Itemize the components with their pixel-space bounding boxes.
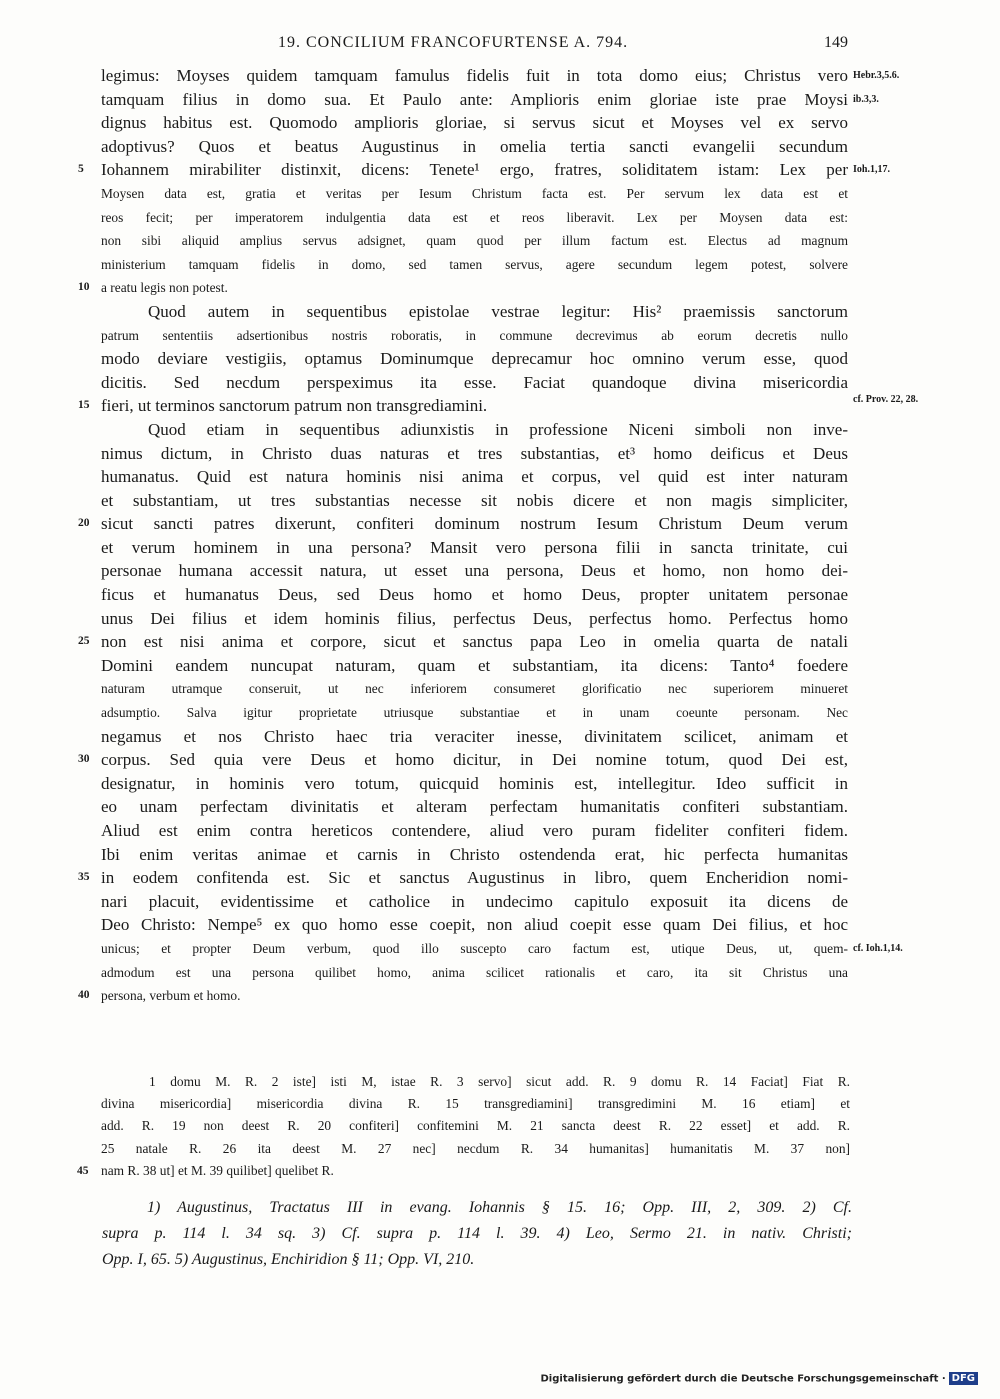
line-number: 40 [78, 989, 90, 1002]
dfg-credit [541, 1372, 979, 1385]
text-line [101, 111, 848, 135]
critical-apparatus [77, 1071, 850, 1182]
line-text: fieri, ut terminos sanctorum patrum non transgrediamini. [101, 396, 488, 416]
text-line [101, 253, 848, 277]
footnotes [102, 1195, 852, 1273]
line-text: persona, verbum et homo. [101, 988, 241, 1004]
line-number: 25 [78, 635, 90, 648]
text-line [78, 866, 848, 890]
text-line [101, 795, 848, 819]
text-line [101, 182, 848, 206]
page-number: 149 [824, 34, 848, 51]
text-line [78, 158, 890, 182]
text-line [101, 418, 848, 442]
line-text: negamus et nos Christo haec tria veraciter inesse, divinitatem scilicet, animam et [101, 726, 848, 746]
line-text: a reatu legis non potest. [101, 280, 228, 296]
credit-text: Digitalisierung gefördert durch die Deutsche Forschungsgemeinschaft · [540, 1373, 946, 1385]
line-text: in eodem confitenda est. Sic et sanctus Augustinus in libro, quem Encheridion nomi- [101, 868, 848, 888]
text-line [78, 748, 848, 772]
apparatus-line [101, 1093, 850, 1115]
line-text: admodum est una persona quilibet homo, anima scilicet rationalis et caro, ita sit Christus una [101, 964, 848, 980]
margin-reference: cf. Ioh.1,14. [853, 942, 903, 954]
text-line [101, 64, 900, 88]
main-text [78, 64, 919, 1008]
text-line [101, 442, 848, 466]
line-text: Ibi enim veritas animae et carnis in Christo ostendenda erat, hic perfecta humanitas [101, 844, 848, 864]
text-line [101, 772, 848, 796]
line-text: non sibi aliquid amplius servus adsignet, quam quod per illum factum est. Electus ad magnum [101, 233, 848, 249]
line-text: et substantiam, ut tres substantias necesse sit nobis dicere et non magis simpliciter, [101, 490, 848, 510]
text-line [101, 300, 848, 324]
text-line [101, 961, 848, 985]
apparatus-text: add. R. 19 non deest R. 20 confiteri] confitemini M. 21 sancta deest R. 22 esset] et add. R. [101, 1118, 850, 1134]
text-line [101, 819, 848, 843]
line-text: corpus. Sed quia vere Deus et homo dicitur, in Dei nomine totum, quod Dei est, [101, 750, 848, 770]
text-line [78, 512, 848, 536]
line-text: unus Dei filius et idem hominis filius, perfectus Deus, perfectus homo. Perfectus homo [101, 608, 848, 628]
text-line [101, 913, 848, 937]
text-line [78, 276, 848, 300]
line-text: Moysen data est, gratia et veritas per Iesum Christum facta est. Per servum lex data est et [101, 185, 848, 201]
apparatus-line [101, 1115, 850, 1137]
text-line [78, 630, 848, 654]
text-line [101, 465, 848, 489]
line-number: 5 [78, 163, 84, 176]
line-text: Quod etiam in sequentibus adiunxistis in professione Niceni simboli non inve- [148, 419, 848, 439]
text-line [101, 725, 848, 749]
line-text: adoptivus? Quos et beatus Augustinus in omelia tertia sancti evangelii secundum [101, 136, 848, 156]
text-line [101, 701, 848, 725]
line-text: et verum hominem in una persona? Mansit vero persona filii in sancta trinitate, cui [101, 537, 848, 557]
text-line [101, 489, 848, 513]
line-number: 10 [78, 281, 90, 294]
apparatus-line [101, 1138, 850, 1160]
text-line [101, 536, 848, 560]
apparatus-text: 25 natale R. 26 ita deest M. 27 nec] necdum R. 34 humanitas] humanitatis M. 37 non] [101, 1140, 850, 1156]
text-line [78, 984, 848, 1008]
text-line [101, 229, 848, 253]
apparatus-line [77, 1160, 850, 1182]
apparatus-line [101, 1071, 850, 1093]
text-line [101, 324, 848, 348]
text-line [101, 135, 848, 159]
text-line [101, 347, 848, 371]
footnote-line: supra p. 114 l. 34 sq. 3) Cf. supra p. 114 l. 39. 4) Leo, Sermo 21. in nativ. Christi; [102, 1225, 852, 1242]
margin-reference: Hebr.3,5.6. [853, 70, 900, 81]
text-line [101, 677, 848, 701]
apparatus-text: nam R. 38 ut] et M. 39 quilibet] quelibet R. [101, 1162, 334, 1178]
footnote-line: Opp. I, 65. 5) Augustinus, Enchiridion § 11; Opp. VI, 210. [102, 1251, 475, 1268]
line-text: designatur, in hominis vero totum, quicquid hominis est, intellegitur. Ideo sufficit in [101, 773, 848, 793]
text-line [101, 559, 848, 583]
line-text: nari placuit, evidentissime et catholice in undecimo capitulo exposuit ita dicens de [101, 891, 848, 911]
line-text: Iohannem mirabiliter distinxit, dicens: Tenete¹ ergo, fratres, soliditatem istam: Lex per [101, 160, 848, 180]
line-text: Domini eandem nuncupat naturam, quam et substantiam, ita dicens: Tanto⁴ foedere [101, 655, 848, 675]
line-number: 35 [78, 871, 90, 884]
apparatus-text: 1 domu M. R. 2 iste] isti M, istae R. 3 servo] sicut add. R. 9 domu R. 14 Faciat] Fiat R. [149, 1074, 850, 1089]
text-line [101, 937, 903, 961]
line-text: ficus et humanatus Deus, sed Deus homo et homo Deus, propter unitatem personae [101, 585, 848, 605]
line-number: 20 [78, 517, 90, 530]
text-line [101, 583, 848, 607]
line-text: Quod autem in sequentibus epistolae vestrae legitur: His² praemissis sanctorum [148, 301, 848, 321]
line-text: personae humana accessit natura, ut esset una persona, Deus et homo, non homo dei- [101, 561, 848, 581]
page-header [100, 34, 850, 58]
line-text: reos fecit; per imperatorem indulgentia data est et reos liberavit. Lex per Moysen data est: [101, 209, 848, 225]
line-text: Deo Christo: Nempe⁵ ex quo homo esse coepit, non aliud coepit esse quam Dei filius, et hoc [101, 915, 848, 935]
line-number: 30 [78, 753, 90, 766]
line-text: eo unam perfectam divinitatis et alteram perfectam humanitatis confiteri substantiam. [101, 797, 848, 817]
line-text: nimus dictum, in Christo duas naturas et tres substantias, et³ homo deificus et Deus [101, 443, 848, 463]
text-line [78, 394, 919, 418]
line-text: humanatus. Quid est natura hominis nisi anima et corpus, vel quid est inter naturam [101, 467, 848, 487]
line-text: ministerium tamquam fidelis in domo, sed tamen servus, agere secundum legem potest, solvere [101, 256, 848, 272]
line-text: tamquam filius in domo sua. Et Paulo ante: Amplioris enim gloriae iste prae Moysi [101, 89, 848, 109]
dfg-logo-icon: DFG [949, 1372, 978, 1385]
line-text: naturam utramque conseruit, ut nec inferiorem consumeret glorificatio nec superiorem minueret [101, 681, 848, 697]
running-title: 19. CONCILIUM FRANCOFURTENSE A. 794. [278, 34, 629, 51]
text-line [101, 654, 848, 678]
line-text: adsumptio. Salva igitur proprietate utriusque substantiae et in unam coeunte personam. Nec [101, 705, 848, 721]
line-number: 45 [77, 1164, 89, 1177]
text-line [101, 607, 848, 631]
text-line [101, 206, 848, 230]
line-text: legimus: Moyses quidem tamquam famulus fidelis fuit in tota domo eius; Christus vero [101, 66, 848, 85]
line-text: Aliud est enim contra hereticos contendere, aliud vero puram fideliter confiteri fidem. [101, 821, 848, 840]
text-line [101, 88, 879, 112]
text-line [101, 371, 848, 395]
text-line [101, 843, 848, 867]
line-text: modo deviare vestigiis, optamus Dominumque deprecamur hoc omnino verum esse, quod [101, 349, 848, 369]
line-text: non est nisi anima et corpore, sicut et sanctus papa Leo in omelia quarta de natali [101, 632, 848, 652]
line-text: dignus habitus est. Quomodo amplioris gloriae, si servus sicut et Moyses vel ex servo [101, 113, 848, 133]
line-number: 15 [78, 399, 90, 412]
margin-reference: cf. Prov. 22, 28. [853, 394, 919, 406]
line-text: unicus; et propter Deum verbum, quod illo suscepto caro factum est, utique Deus, ut, quem- [101, 940, 848, 956]
margin-reference: Ioh.1,17. [853, 164, 890, 176]
footnote-line: 1) Augustinus, Tractatus III in evang. Iohannis § 15. 16; Opp. III, 2, 309. 2) Cf. [147, 1199, 852, 1216]
margin-reference: ib.3,3. [853, 93, 879, 105]
text-line [101, 890, 848, 914]
line-text: patrum sententiis adsertionibus nostris roboratis, in commune decrevimus ab eorum decretis nullo [101, 327, 848, 343]
line-text: dicitis. Sed necdum perspeximus ita esse. Faciat quandoque divina misericordia [101, 372, 848, 392]
apparatus-text: divina misericordia] misericordia divina R. 15 transgrediamini] transgredimini M. 16 etiam] et [101, 1096, 850, 1112]
line-text: sicut sancti patres dixerunt, confiteri dominum nostrum Iesum Christum Deum verum [101, 514, 848, 534]
